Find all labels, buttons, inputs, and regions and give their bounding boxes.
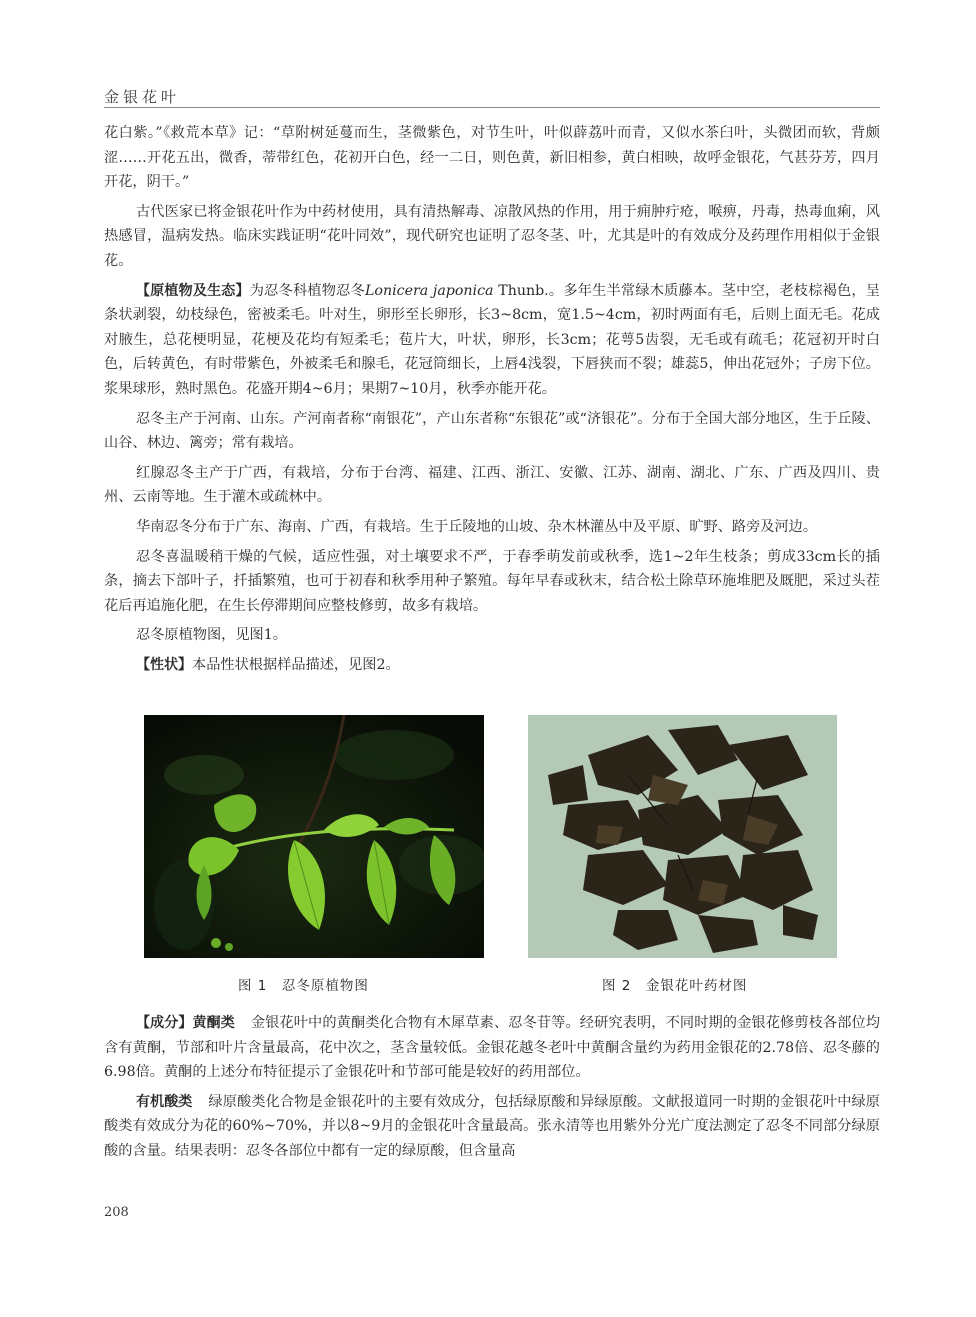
traits-text: 本品性状根据样品描述，见图2。 (192, 656, 400, 673)
paragraph: 华南忍冬分布于广东、海南、广西，有栽培。生于丘陵地的山坡、杂木林灌丛中及平原、旷野、路旁及河边。 (136, 518, 818, 535)
subsection-organic-acids: 有机酸类 (136, 1093, 193, 1110)
scientific-name: Lonicera japonica (364, 282, 494, 299)
subsection-flavonoids: 黄酮类 (192, 1015, 235, 1031)
plant-text-1: 为忍冬科植物忍冬 (249, 282, 365, 299)
honeysuckle-plant-illustration (144, 715, 484, 958)
components-paragraph (104, 1011, 880, 1085)
paragraph: 花白紫。”《救荒本草》记：“草附树延蔓而生，茎微紫色，对节生叶，叶似薜荔叶而青，又似水茶臼叶，头微团而软，背颇涩……开花五出，微香，蒂带红色，花初开白色，经一二日，则色黄，新旧相参，黄白相映，故呼金银花，气甚芬芳，四月开花，阴干。” (104, 125, 880, 191)
figure-2-caption: 图 2 金银花叶药材图 (602, 978, 748, 994)
page-number: 208 (104, 1205, 129, 1220)
dried-leaves-illustration (528, 715, 837, 958)
paragraph: 忍冬主产于河南、山东。产河南者称“南银花”，产山东者称“东银花”或“济银花”。分布于全国大部分地区，生于丘陵、山谷、林边、篱旁；常有栽培。 (104, 410, 880, 452)
section-tag-traits: 【性状】 (136, 656, 192, 673)
flavonoids-text: 金银花叶中的黄酮类化合物有木犀草素、忍冬苷等。经研究表明，不同时期的金银花修剪枝各部位均含有黄酮，节部和叶片含量最高，花中次之，茎含量较低。金银花越冬老叶中黄酮含量约为药用金银花的2.78倍、忍冬藤的6.98倍。黄酮的上述分布特征提示了金银花叶和节部可能是较好的药用部位。 (104, 1015, 881, 1081)
main-text (104, 121, 880, 682)
components-text (104, 1011, 880, 1169)
organic-acids-text: 绿原酸类化合物是金银花叶的主要有效成分，包括绿原酸和异绿原酸。文献报道同一时期的金银花叶中绿原酸类有效成分为花的60%~70%，并以8~9月的金银花叶含量最高。张永清等也用紫外分光广度法测定了忍冬不同部分绿原酸的含量。结果表明：忍冬各部位中都有一定的绿原酸，但含量高 (104, 1093, 880, 1159)
paragraph: 红腺忍冬主产于广西，有栽培，分布于台湾、福建、江西、浙江、安徽、江苏、湖南、湖北、广东、广西及四川、贵州、云南等地。生于灌木或疏林中。 (104, 464, 880, 506)
header-rule (104, 107, 880, 108)
figure-plant-photo (144, 715, 484, 958)
plant-section-paragraph (104, 279, 880, 402)
figure-1-caption: 图 1 忍冬原植物图 (238, 978, 369, 994)
paragraph: 古代医家已将金银花叶作为中药材使用，具有清热解毒、凉散风热的作用，用于痈肿疔疮，喉痹，丹毒，热毒血痢，风热感冒，温病发热。临床实践证明“花叶同效”，现代研究也证明了忍冬茎、叶，尤其是叶的有效成分及药理作用相似于金银花。 (104, 203, 880, 269)
traits-section-paragraph (104, 653, 880, 678)
running-title: 金银花叶 (104, 88, 181, 106)
figure-dried-leaves-photo (528, 715, 837, 958)
section-tag-components: 【成分】 (136, 1015, 193, 1031)
paragraph: 忍冬原植物图，见图1。 (136, 627, 287, 644)
paragraph: 忍冬喜温暖稍干燥的气候，适应性强，对土壤要求不严，于春季萌发前或秋季，选1~2年生枝条；剪成33cm长的插条，摘去下部叶子，扦插繁殖，也可于初春和秋季用种子繁殖。每年早春或秋末，结合松土除草环施堆肥及厩肥，采过头茬花后再追施化肥，在生长停滞期间应整枝修剪，故多有栽培。 (104, 548, 880, 614)
plant-text-2: Thunb.。多年生半常绿木质藤本。茎中空，老枝棕褐色，呈条状剥裂，幼枝绿色，密被柔毛。叶对生，卵形至长卵形，长3~8cm，宽1.5~4cm，初时两面有毛，后则上面无毛。花成对腋生，总花梗明显，花梗及花均有短柔毛；苞片大，叶状，卵形，长3cm；花萼5齿裂，无毛或有疏毛；花冠初开时白色，后转黄色，有时带紫色，外被柔毛和腺毛，花冠筒细长，上唇4浅裂，下唇狭而不裂；雄蕊5，伸出花冠外；子房下位。浆果球形，熟时黑色。花盛开期4~6月；果期7~10月，秋季亦能开花。 (104, 282, 880, 397)
organic-acids-paragraph (104, 1090, 880, 1164)
section-tag-plant: 【原植物及生态】 (136, 282, 250, 299)
